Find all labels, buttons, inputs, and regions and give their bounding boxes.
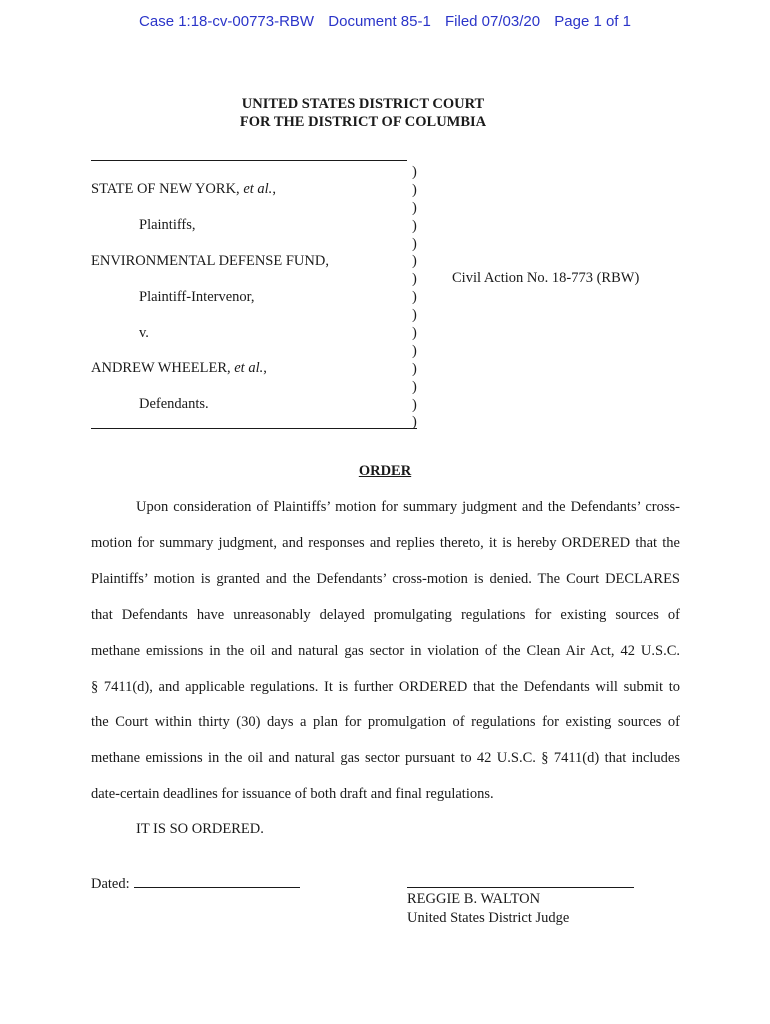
caption-paren: ) [412,396,417,413]
court-name: UNITED STATES DISTRICT COURT [241,96,485,112]
versus-label: v. [139,325,149,341]
caption-paren: ) [412,235,417,252]
order-title-text: ORDER [358,463,412,479]
caption-paren: ) [412,253,417,270]
case-number: Case 1:18-cv-00773-RBW [139,13,315,30]
dated-label: Dated: [91,876,130,892]
caption-paren: ) [412,289,417,306]
order-body-line: the Court within thirty (30) days a plan for promulgation of regulations for existing sources of [91,714,680,730]
order-body-line: methane emissions in the oil and natural gas sector pursuant to 42 U.S.C. § 7411(d) that includes [91,750,680,766]
caption-paren: ) [412,342,417,359]
caption-paren: ) [412,378,417,395]
filed-date: Filed 07/03/20 [445,13,541,30]
intervenor-label: Plaintiff-Intervenor, [139,289,255,305]
dated-blank-line [134,874,300,888]
caption-paren: ) [412,271,417,288]
judge-title: United States District Judge [407,910,570,926]
order-body-line: methane emissions in the oil and natural gas sector in violation of the Clean Air Act, 42 U.S.C. [91,643,680,659]
order-body-line: Upon consideration of Plaintiffs’ motion for summary judgment and the Defendants’ cross- [136,499,680,515]
dated-line [91,874,300,893]
order-title [0,463,770,480]
judge-name: REGGIE B. WALTON [407,891,541,907]
court-heading [0,95,726,131]
signature-line [407,887,634,888]
intervenor-name: ENVIRONMENTAL DEFENSE FUND, [91,253,329,269]
filing-header-stamp [0,13,770,30]
plaintiffs-label: Plaintiffs, [139,217,196,233]
defendants-label: Defendants. [139,396,209,412]
caption-top-rule [91,160,407,161]
order-body-line: § 7411(d), and applicable regulations. It is further ORDERED that the Defendants will submit to [91,679,680,695]
defendant-name: ANDREW WHEELER, [91,360,231,376]
caption-paren: ) [412,307,417,324]
caption-paren: ) [412,414,417,431]
page-indicator: Page 1 of 1 [554,13,631,30]
plaintiff-suffix: , [272,181,276,197]
caption-paren: ) [412,217,417,234]
caption-paren: ) [412,199,417,216]
defendant-line [91,360,267,377]
caption-paren-column [412,164,422,432]
caption-paren: ) [412,325,417,342]
plaintiff-et-al: et al. [243,181,273,197]
civil-action-number: Civil Action No. 18-773 (RBW) [452,270,640,286]
caption-bottom-rule [91,428,417,429]
document-number: Document 85-1 [328,13,431,30]
order-body-line: Plaintiffs’ motion is granted and the Defendants’ cross-motion is denied. The Court DECLARES [91,571,680,587]
court-district: FOR THE DISTRICT OF COLUMBIA [239,114,487,130]
plaintiff-line [91,181,276,198]
order-body-line: date-certain deadlines for issuance of both draft and final regulations. [91,786,494,802]
order-body-line: that Defendants have unreasonably delayed promulgating regulations for existing sources of [91,607,680,623]
plaintiff-name: STATE OF NEW YORK, [91,181,240,197]
defendant-suffix: , [263,360,267,376]
caption-paren: ) [412,164,417,180]
so-ordered-text: IT IS SO ORDERED. [136,821,264,837]
caption-paren: ) [412,360,417,377]
caption-paren: ) [412,181,417,198]
defendant-et-al: et al. [234,360,264,376]
order-body-line: motion for summary judgment, and responses and replies thereto, it is hereby ORDERED that the [91,535,680,551]
